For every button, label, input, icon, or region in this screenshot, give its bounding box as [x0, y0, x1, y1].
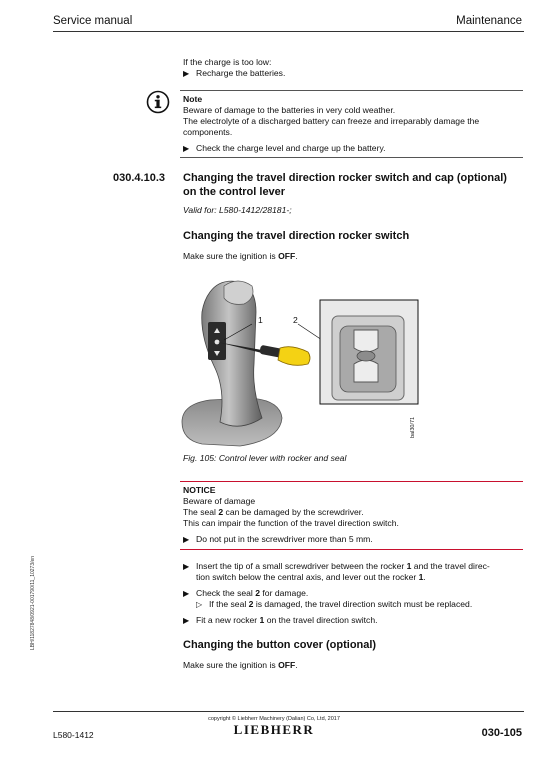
section-number: 030.4.10.3	[113, 172, 165, 184]
step-fit-rocker: ▶ Fit a new rocker 1 on the travel direction switch.	[183, 615, 378, 625]
notice-rule-top	[180, 481, 523, 482]
control-lever-figure	[180, 272, 432, 452]
note-line3: components.	[183, 127, 233, 137]
subheading-rocker: Changing the travel direction rocker switch	[183, 230, 410, 242]
step-insert-screwdriver-cont: tion switch below the central axis, and lever out the rocker 1.	[196, 572, 426, 582]
note-rule-bottom	[180, 157, 523, 158]
brand-logo: LIEBHERR	[233, 722, 315, 737]
step-seal-damaged: ▷ If the seal 2 is damaged, the travel direction switch must be replaced.	[196, 599, 473, 609]
figure-code: bal30/71	[410, 416, 416, 438]
arrow-icon: ▶	[183, 144, 190, 153]
subheading-button-cover: Changing the button cover (optional)	[183, 639, 377, 651]
figure-caption: Fig. 105: Control lever with rocker and seal	[183, 453, 347, 463]
header-section: Maintenance	[456, 15, 522, 27]
arrow-icon: ▶	[183, 69, 190, 78]
charge-action: ▶ Recharge the batteries.	[183, 68, 286, 78]
arrow-icon: ▶	[183, 562, 190, 571]
charge-condition: If the charge is too low:	[183, 57, 272, 67]
note-line1: Beware of damage to the batteries in very cold weather.	[183, 105, 396, 115]
note-rule-top	[180, 90, 523, 91]
section-title: Changing the travel direction rocker switch and cap (optional) on the control lever	[183, 172, 507, 198]
page-number: 030-105	[481, 727, 522, 739]
notice-line3: This can impair the function of the travel direction switch.	[183, 518, 399, 528]
notice-line2: The seal 2 can be damaged by the screwdriver.	[183, 507, 364, 517]
footer-model: L580-1412	[53, 730, 94, 740]
document-side-code: LBH/11827848/0921-001790/11_10273/en	[30, 555, 36, 650]
figure-callout-2: 2	[293, 315, 298, 325]
note-line2: The electrolyte of a discharged battery can freeze and irreparably damage the	[183, 116, 480, 126]
arrow-icon: ▶	[183, 535, 190, 544]
step-check-seal: ▶ Check the seal 2 for damage.	[183, 588, 309, 598]
footer-rule	[53, 711, 524, 712]
notice-line1: Beware of damage	[183, 496, 256, 506]
note-title: Note	[183, 94, 203, 104]
info-icon	[146, 90, 170, 114]
result-arrow-icon: ▷	[196, 600, 203, 609]
notice-title: NOTICE	[183, 485, 216, 495]
step-insert-screwdriver: ▶ Insert the tip of a small screwdriver between the rocker 1 and the travel direc-	[183, 561, 490, 571]
notice-rule-bottom	[180, 549, 523, 550]
valid-for: Valid for: L580-1412/28181-;	[183, 205, 292, 215]
ignition-instruction-2: Make sure the ignition is OFF.	[183, 660, 298, 670]
notice-action: ▶ Do not put in the screwdriver more than 5 mm.	[183, 534, 373, 544]
arrow-icon: ▶	[183, 616, 190, 625]
figure-callout-1: 1	[258, 315, 263, 325]
ignition-instruction: Make sure the ignition is OFF.	[183, 251, 298, 261]
header-title: Service manual	[53, 15, 133, 27]
arrow-icon: ▶	[183, 589, 190, 598]
header-rule	[53, 31, 524, 32]
footer-copyright: copyright © Liebherr Machinery (Dalian) Co, Ltd, 2017	[208, 716, 340, 722]
note-action: ▶ Check the charge level and charge up the battery.	[183, 143, 386, 153]
